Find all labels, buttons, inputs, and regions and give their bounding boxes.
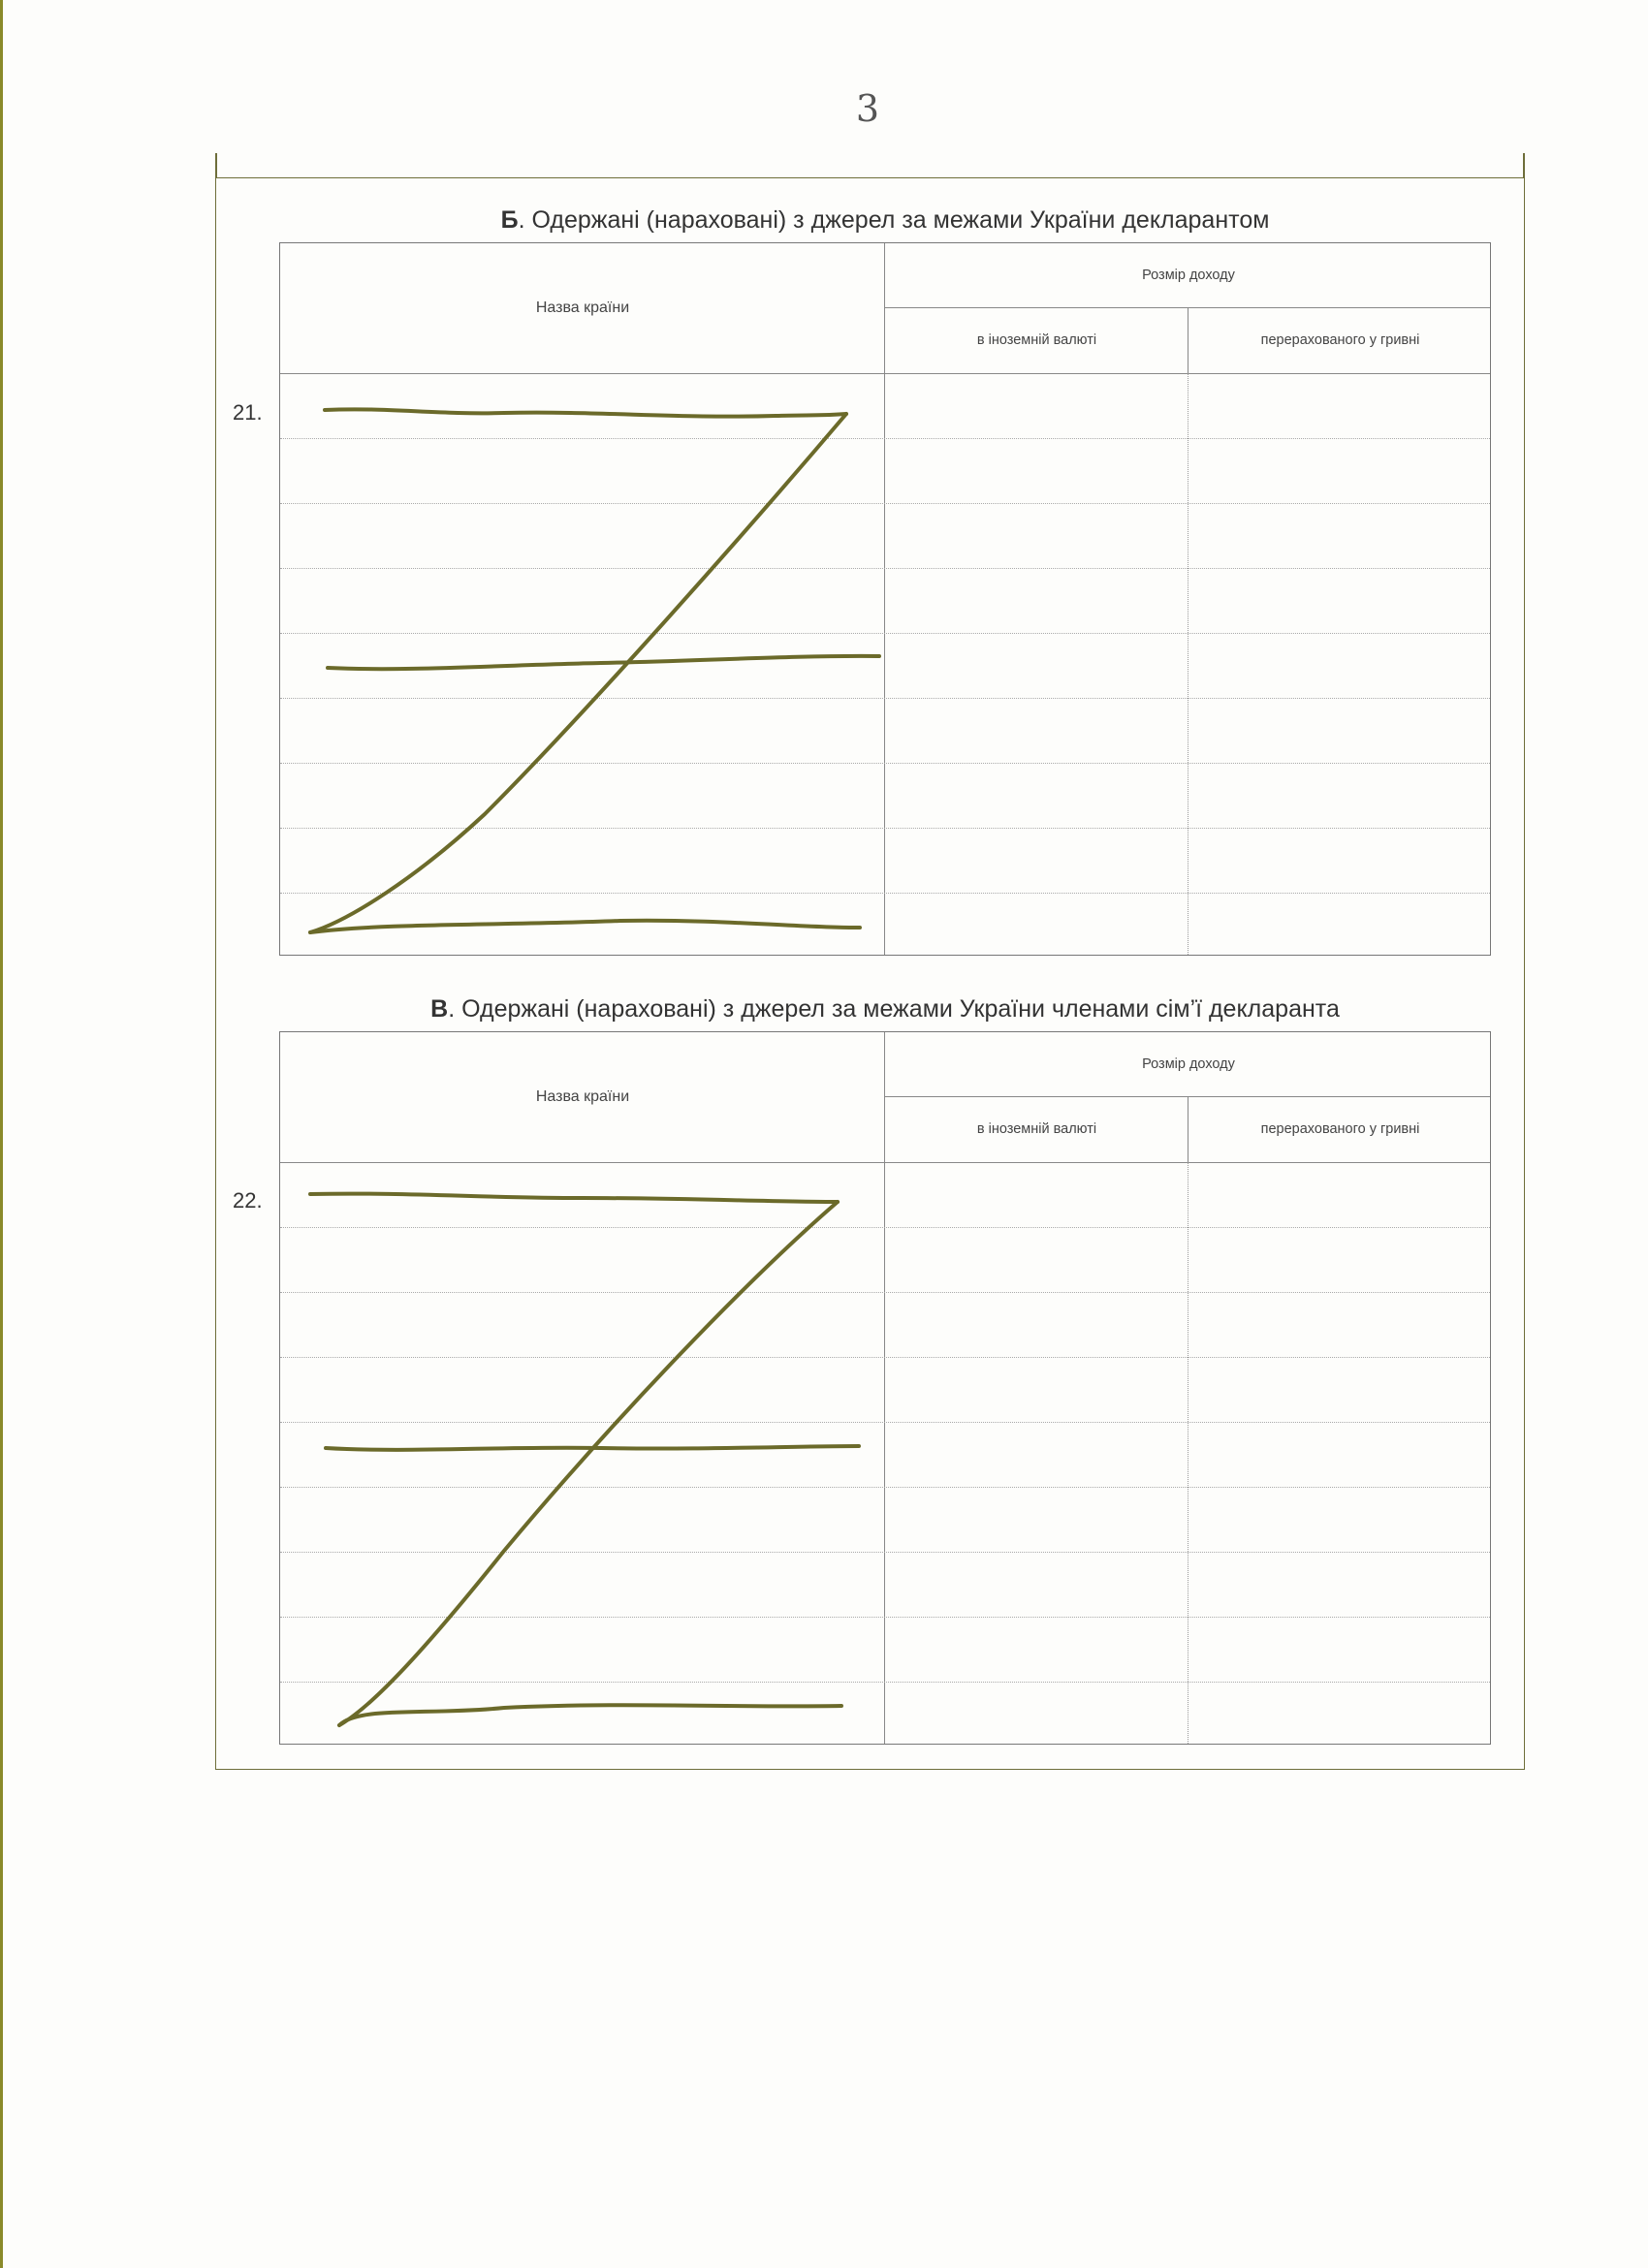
table-row-line	[280, 893, 1490, 894]
table-row-line	[280, 438, 1490, 439]
frame-tick-left	[215, 153, 217, 178]
foreign-currency-header: в іноземній валюті	[976, 1121, 1097, 1137]
income-header: Розмір доходу	[1142, 268, 1235, 283]
table-divider	[280, 373, 1490, 374]
table-row-line	[280, 1357, 1490, 1358]
table-row-line	[280, 633, 1490, 634]
section-c-table	[279, 1031, 1491, 1745]
table-row-line	[280, 1227, 1490, 1228]
income-header: Розмір доходу	[1142, 1056, 1235, 1072]
table-divider	[884, 243, 885, 955]
table-row-line	[280, 1617, 1490, 1618]
table-row-line	[280, 698, 1490, 699]
row-number-22: 22.	[233, 1188, 263, 1213]
table-divider	[280, 1162, 1490, 1163]
page-left-edge	[0, 0, 3, 2268]
table-row-line	[280, 763, 1490, 764]
section-b-title: Б. Одержані (нараховані) з джерел за межами України декларантом	[500, 206, 1270, 234]
country-header: Назва країни	[535, 299, 630, 316]
table-row-line	[280, 828, 1490, 829]
table-row-line	[280, 568, 1490, 569]
country-header: Назва країни	[535, 1088, 630, 1105]
section-c-title: В. Одержані (нараховані) з джерел за межами України членами сім’ї декларанта	[430, 995, 1340, 1023]
page-number: 3	[855, 87, 880, 130]
table-row-line	[280, 1422, 1490, 1423]
table-row-line	[280, 1487, 1490, 1488]
table-row-line	[280, 1682, 1490, 1683]
table-row-line	[280, 1552, 1490, 1553]
section-b-table	[279, 242, 1491, 956]
table-row-line	[280, 503, 1490, 504]
frame-tick-right	[1523, 153, 1525, 178]
row-number-21: 21.	[233, 400, 263, 425]
table-row-line	[280, 1292, 1490, 1293]
foreign-currency-header: в іноземній валюті	[976, 332, 1097, 348]
table-divider	[884, 1032, 885, 1744]
uah-header: перерахованого у гривні	[1260, 332, 1420, 348]
uah-header: перерахованого у гривні	[1260, 1121, 1420, 1137]
